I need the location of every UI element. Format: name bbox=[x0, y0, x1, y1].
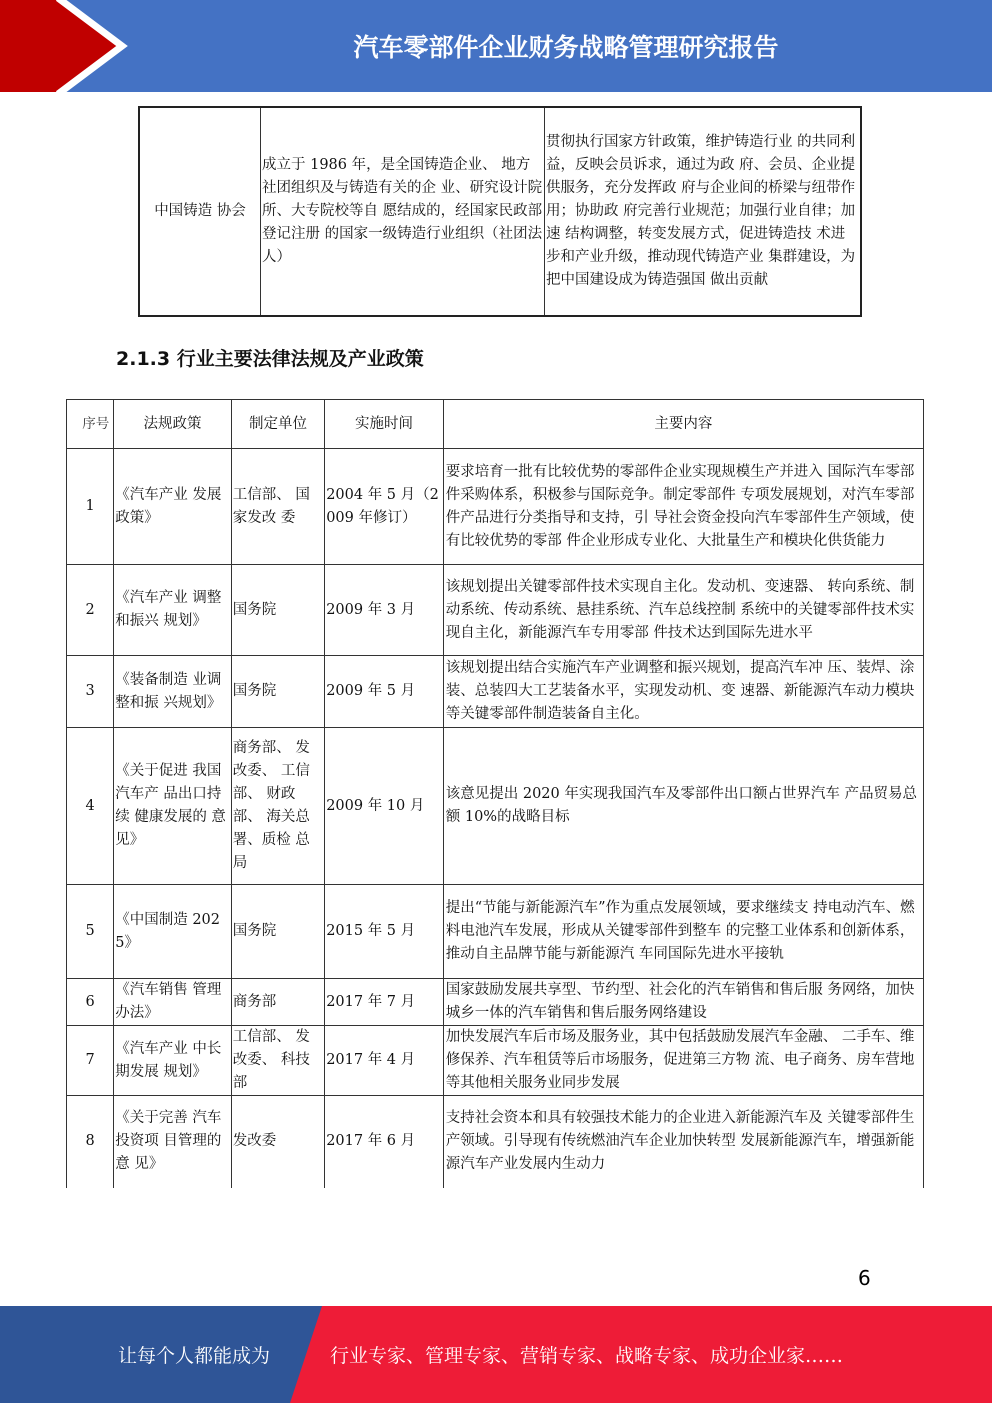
column-header-issuer: 制定单位 bbox=[231, 400, 324, 449]
row-content: 该意见提出 2020 年实现我国汽车及零部件出口额占世界汽车 产品贸易总额 10%的战略目标 bbox=[443, 728, 923, 885]
row-seq: 3 bbox=[67, 656, 114, 728]
row-content: 要求培育一批有比较优势的零部件企业实现规模生产并进入 国际汽车零部件采购体系，积极参与国际竞争。制定零部件 专项发展规划，对汽车零部件产品进行分类指导和支持，引 导社会资金投向汽车零部件生产领域，使有比较优势的零部 件企业形成专业化、大批量生产和模块化供货能力 bbox=[443, 449, 923, 565]
page-number: 6 bbox=[858, 1266, 871, 1290]
row-policy: 《关于完善 汽车投资项 目管理的意 见》 bbox=[114, 1096, 232, 1188]
row-policy: 《关于促进 我国汽车产 品出口持续 健康发展的 意见》 bbox=[114, 728, 232, 885]
table-header-row bbox=[67, 400, 924, 449]
row-content: 国家鼓励发展共享型、节约型、社会化的汽车销售和售后服 务网络，加快城乡一体的汽车销售和售后服务网络建设 bbox=[443, 979, 923, 1026]
row-issuer: 商务部、 发改委、 工信部、 财政部、 海关总署、质检 总局 bbox=[231, 728, 324, 885]
row-content: 该规划提出关键零部件技术实现自主化。发动机、变速器、 转向系统、制动系统、传动系统、悬挂系统、汽车总线控制 系统中的关键零部件技术实现自主化，新能源汽车专用零部 件技术达到国际先进水平 bbox=[443, 565, 923, 656]
row-issuer: 发改委 bbox=[231, 1096, 324, 1188]
row-seq: 4 bbox=[67, 728, 114, 885]
table-row bbox=[67, 728, 924, 885]
column-header-date: 实施时间 bbox=[325, 400, 444, 449]
row-content: 加快发展汽车后市场及服务业，其中包括鼓励发展汽车金融、 二手车、维修保养、汽车租赁等后市场服务，促进第三方物 流、电子商务、房车营地等其他相关服务业同步发展 bbox=[443, 1026, 923, 1096]
footer-slogan-band bbox=[0, 1306, 992, 1403]
section-heading: 2.1.3 行业主要法律法规及产业政策 bbox=[116, 348, 424, 370]
row-seq: 8 bbox=[67, 1096, 114, 1188]
row-issuer: 工信部、 国家发改 委 bbox=[231, 449, 324, 565]
industry-association-table bbox=[138, 106, 862, 317]
row-date: 2017 年 6 月 bbox=[325, 1096, 444, 1188]
row-policy: 《汽车销售 管理办法》 bbox=[114, 979, 232, 1026]
row-policy: 《汽车产业 中长期发展 规划》 bbox=[114, 1026, 232, 1096]
row-date: 2015 年 5 月 bbox=[325, 885, 444, 979]
row-seq: 2 bbox=[67, 565, 114, 656]
row-issuer: 国务院 bbox=[231, 885, 324, 979]
table-row bbox=[67, 565, 924, 656]
row-content: 该规划提出结合实施汽车产业调整和振兴规划，提高汽车冲 压、装焊、涂装、总装四大工艺装备水平，实现发动机、变 速器、新能源汽车动力模块等关键零部件制造装备自主化。 bbox=[443, 656, 923, 728]
table-row bbox=[67, 885, 924, 979]
association-mission: 贯彻执行国家方针政策，维护铸造行业 的共同利益，反映会员诉求，通过为政 府、会员、企业提供服务，充分发挥政 府与企业间的桥梁与纽带作用；协助政 府完善行业规范；加强行业自律；加速 结构调整，转变发展方式，促进铸造技 术进步和产业升级，推动现代铸造产业 集群建设，为把中国建设成为铸造强国 做出贡献 bbox=[545, 107, 862, 316]
row-date: 2009 年 10 月 bbox=[325, 728, 444, 885]
table-row bbox=[67, 1026, 924, 1096]
row-date: 2017 年 7 月 bbox=[325, 979, 444, 1026]
row-policy: 《中国制造 2025》 bbox=[114, 885, 232, 979]
row-issuer: 工信部、 发改委、 科技部 bbox=[231, 1026, 324, 1096]
table-row bbox=[139, 107, 861, 316]
row-seq: 1 bbox=[67, 449, 114, 565]
row-date: 2017 年 4 月 bbox=[325, 1026, 444, 1096]
row-content: 提出“节能与新能源汽车”作为重点发展领域，要求继续支 持电动汽车、燃料电池汽车发展，形成从关键零部件到整车 的完整工业体系和创新体系，推动自主品牌节能与新能源汽 车同国际先进水平接轨 bbox=[443, 885, 923, 979]
table-row bbox=[67, 979, 924, 1026]
table-row bbox=[67, 449, 924, 565]
row-issuer: 国务院 bbox=[231, 565, 324, 656]
row-issuer: 商务部 bbox=[231, 979, 324, 1026]
policy-regulation-table bbox=[66, 399, 924, 1188]
row-policy: 《装备制造 业调整和振 兴规划》 bbox=[114, 656, 232, 728]
row-content: 支持社会资本和具有较强技术能力的企业进入新能源汽车及 关键零部件生产领域。引导现有传统燃油汽车企业加快转型 发展新能源汽车，增强新能源汽车产业发展内生动力 bbox=[443, 1096, 923, 1188]
table-row bbox=[67, 1096, 924, 1188]
row-policy: 《汽车产业 发展政策》 bbox=[114, 449, 232, 565]
table-row bbox=[67, 656, 924, 728]
column-header-content: 主要内容 bbox=[443, 400, 923, 449]
row-date: 2009 年 5 月 bbox=[325, 656, 444, 728]
association-name: 中国铸造 协会 bbox=[139, 107, 261, 316]
row-policy: 《汽车产业 调整和振兴 规划》 bbox=[114, 565, 232, 656]
report-header-band bbox=[0, 0, 992, 92]
column-header-seq: 序号 bbox=[67, 400, 114, 449]
footer-slogan-roles: 行业专家、管理专家、营销专家、战略专家、成功企业家…… bbox=[330, 1345, 844, 1367]
row-seq: 7 bbox=[67, 1026, 114, 1096]
row-seq: 5 bbox=[67, 885, 114, 979]
row-issuer: 国务院 bbox=[231, 656, 324, 728]
footer-slogan-lead: 让每个人都能成为 bbox=[118, 1345, 271, 1367]
column-header-policy: 法规政策 bbox=[114, 400, 232, 449]
row-date: 2004 年 5 月（2009 年修订） bbox=[325, 449, 444, 565]
red-arrow-decoration bbox=[0, 0, 200, 92]
report-title: 汽车零部件企业财务战略管理研究报告 bbox=[353, 33, 779, 62]
association-profile: 成立于 1986 年，是全国铸造企业、 地方社团组织及与铸造有关的企 业、研究设计院所、大专院校等自 愿结成的，经国家民政部登记注册 的国家一级铸造行业组织（社团法 人） bbox=[261, 107, 545, 316]
row-seq: 6 bbox=[67, 979, 114, 1026]
row-date: 2009 年 3 月 bbox=[325, 565, 444, 656]
